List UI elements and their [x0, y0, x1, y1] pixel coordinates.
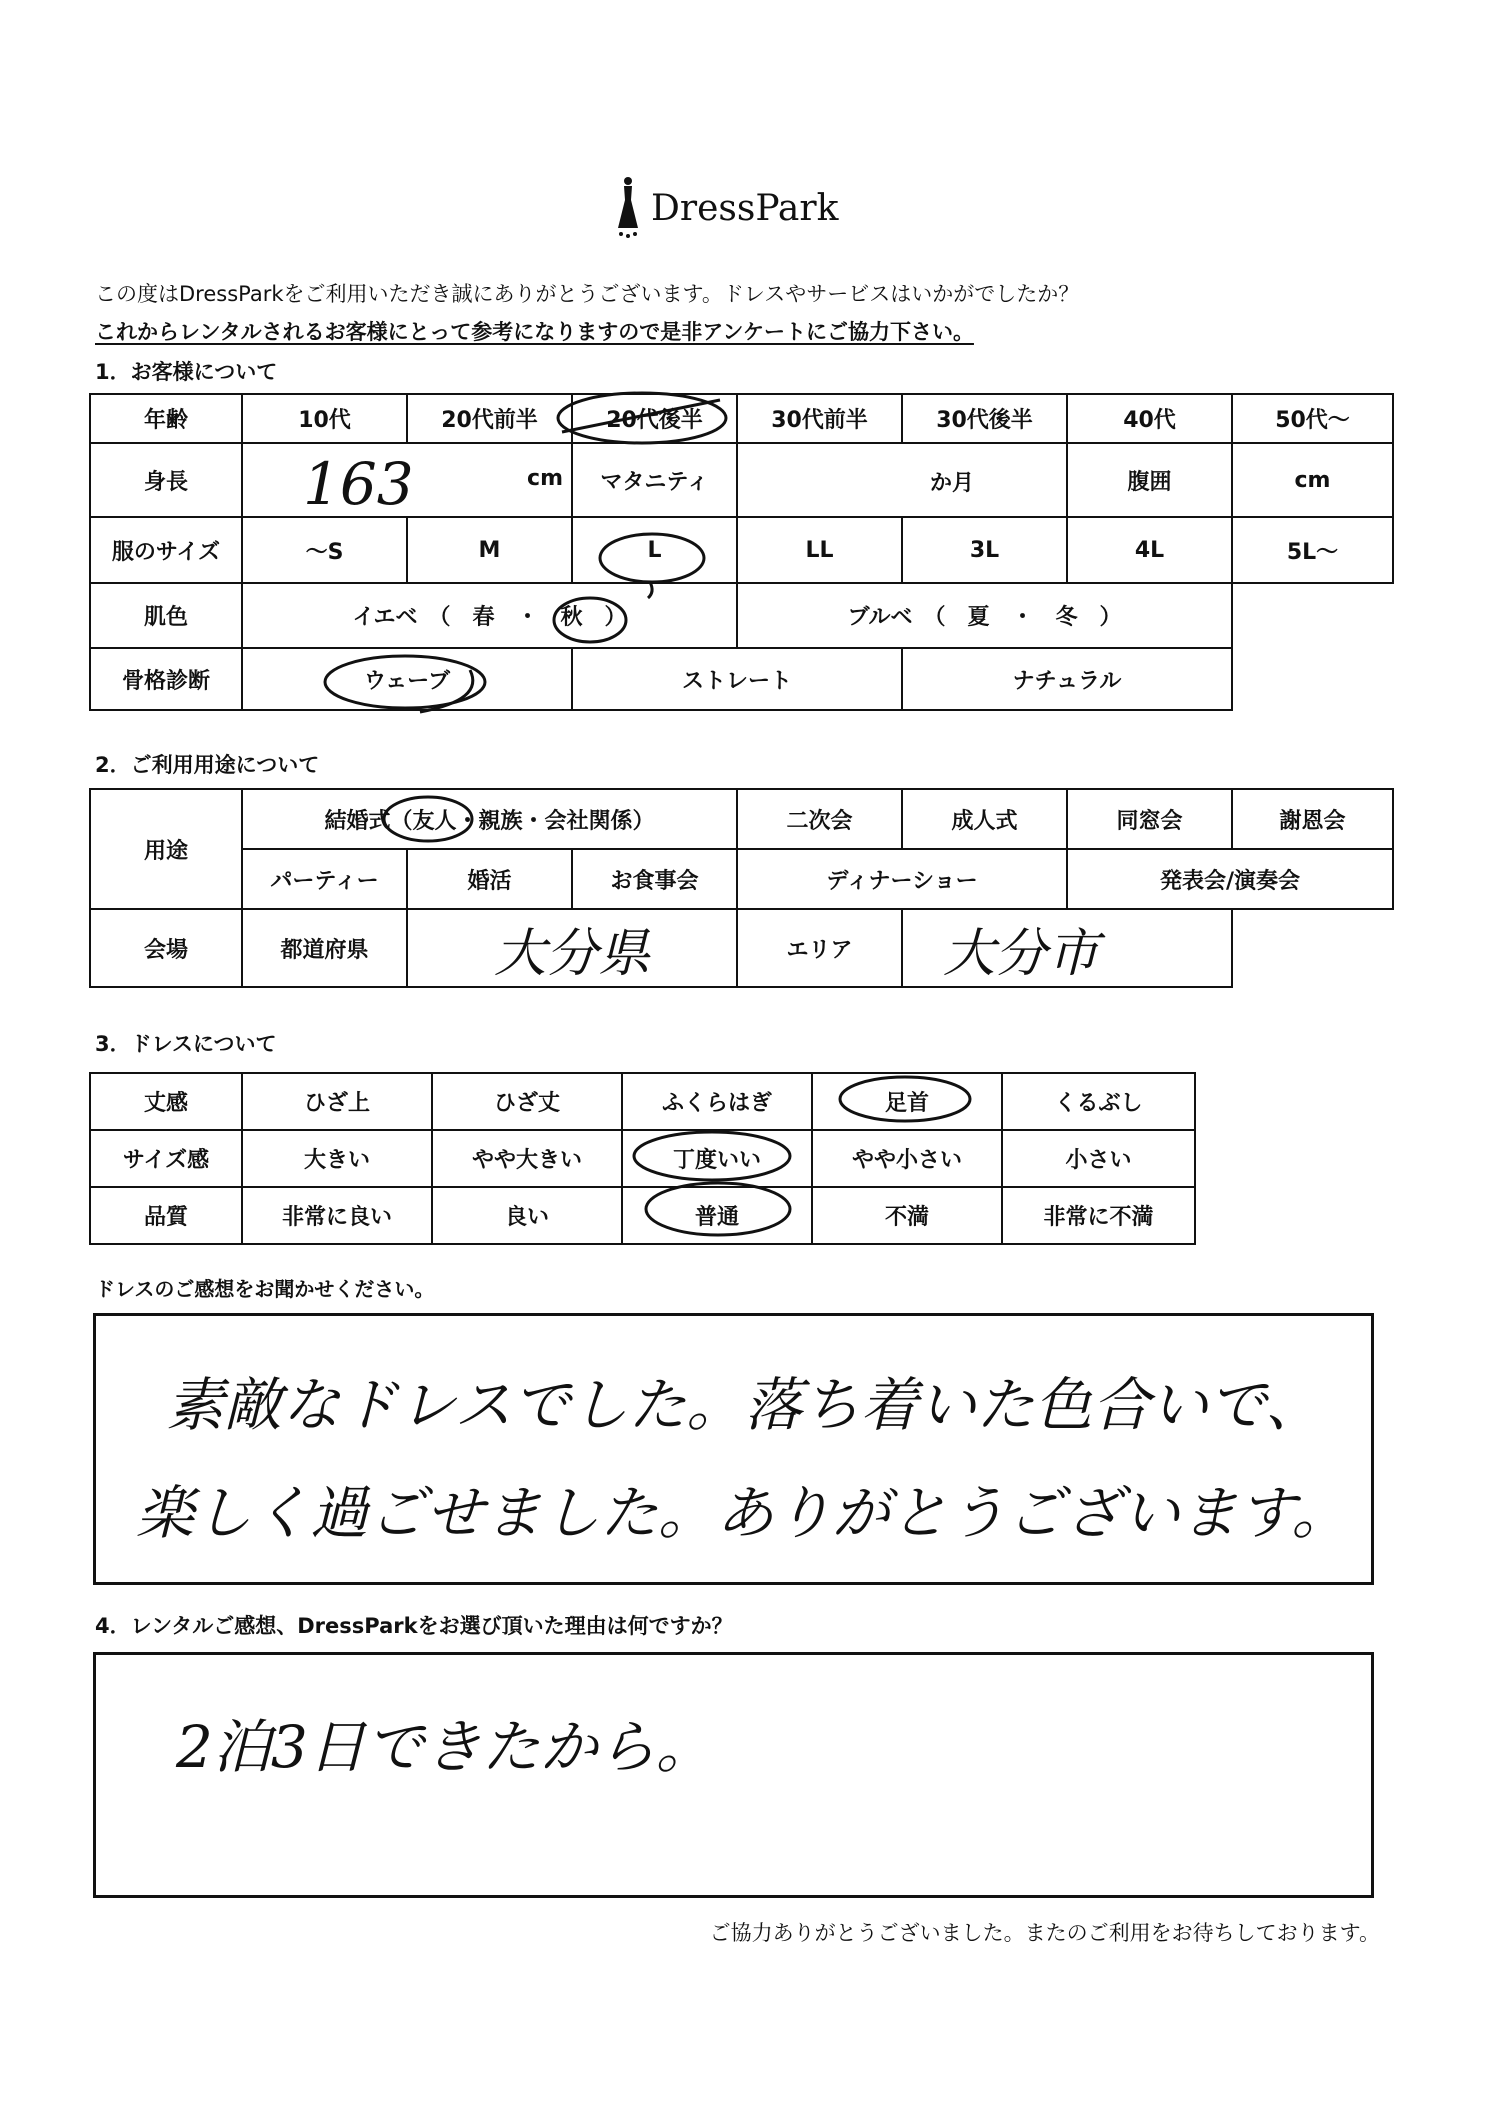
area-label: エリア	[737, 909, 902, 987]
length-label: 丈感	[90, 1073, 242, 1130]
venue-label: 会場	[90, 909, 242, 987]
prefecture-label: 都道府県	[242, 909, 407, 987]
purpose-option[interactable]: 二次会	[737, 789, 902, 849]
intro-request: これからレンタルされるお客様にとって参考になりますので是非アンケートにご協力下さい。	[95, 320, 974, 344]
maternity-field[interactable]	[737, 443, 1067, 517]
purpose-option[interactable]: パーティー	[242, 849, 407, 909]
fit-option[interactable]: やや小さい	[812, 1130, 1002, 1187]
age-option-selected[interactable]: 20代後半	[572, 394, 737, 443]
purpose-option[interactable]: ディナーショー	[737, 849, 1067, 909]
waist-unit: cm	[1294, 467, 1331, 493]
area-value: 大分市	[943, 923, 1100, 984]
purpose-option[interactable]: 謝恩会	[1232, 789, 1393, 849]
quality-option-selected[interactable]: 普通	[622, 1187, 812, 1244]
logo-text: DressPark	[651, 187, 839, 229]
section4-title: 4．レンタルご感想、DressParkをお選び頂いた理由は何ですか？	[95, 1614, 733, 1638]
purpose-wedding[interactable]: 結婚式（友人・親族・会社関係）	[242, 789, 737, 849]
skin-label: 肌色	[90, 583, 242, 648]
height-field[interactable]	[242, 443, 572, 517]
skin-blue-base[interactable]: ブルベ （ 夏 ・ 冬 ）	[737, 583, 1232, 648]
size-option[interactable]: 4L	[1067, 517, 1232, 583]
size-option[interactable]: 5L～	[1232, 517, 1393, 583]
purpose-option[interactable]: 婚活	[407, 849, 572, 909]
section3-title: 3．ドレスについて	[95, 1032, 277, 1056]
impression-line2: 楽しく過ごせました。ありがとうございます。	[136, 1479, 1350, 1547]
age-label: 年齢	[90, 394, 242, 443]
section2-title: 2．ご利用用途について	[95, 753, 320, 777]
impression-line1: 素敵なドレスでした。落ち着いた色合いで、	[166, 1371, 1324, 1439]
quality-option[interactable]: 不満	[812, 1187, 1002, 1244]
height-unit: cm	[527, 466, 563, 491]
purpose-option[interactable]: 同窓会	[1067, 789, 1232, 849]
length-option-selected[interactable]: 足首	[812, 1073, 1002, 1130]
length-option[interactable]: くるぶし	[1002, 1073, 1195, 1130]
fit-option[interactable]: 小さい	[1002, 1130, 1195, 1187]
waist-field[interactable]	[1232, 443, 1393, 517]
dress-icon	[615, 176, 641, 240]
age-option[interactable]: 30代後半	[902, 394, 1067, 443]
area-field[interactable]	[902, 909, 1232, 987]
height-label: 身長	[90, 443, 242, 517]
prefecture-value: 大分県	[493, 923, 650, 984]
size-option[interactable]: ～S	[242, 517, 407, 583]
reason-box[interactable]	[93, 1652, 1374, 1898]
size-label: 服のサイズ	[90, 517, 242, 583]
age-option[interactable]: 30代前半	[737, 394, 902, 443]
frame-option[interactable]: ストレート	[572, 648, 902, 710]
impression-box[interactable]	[93, 1313, 1374, 1585]
fit-option-selected[interactable]: 丁度いい	[622, 1130, 812, 1187]
size-option[interactable]: LL	[737, 517, 902, 583]
length-option[interactable]: ひざ丈	[432, 1073, 622, 1130]
age-option[interactable]: 50代～	[1232, 394, 1393, 443]
reason-answer: 2泊3日できたから。	[176, 1713, 714, 1781]
size-option[interactable]: 3L	[902, 517, 1067, 583]
intro-text: この度はDressParkをご利用いただき誠にありがとうございます。ドレスやサービスはいかがでしたか？	[95, 282, 1080, 306]
purpose-option[interactable]: お食事会	[572, 849, 737, 909]
dress-table	[89, 1072, 1196, 1245]
age-option[interactable]: 40代	[1067, 394, 1232, 443]
age-option[interactable]: 20代前半	[407, 394, 572, 443]
quality-option[interactable]: 非常に不満	[1002, 1187, 1195, 1244]
age-option[interactable]: 10代	[242, 394, 407, 443]
height-value: 163	[303, 450, 414, 517]
frame-option[interactable]: ナチュラル	[902, 648, 1232, 710]
frame-label: 骨格診断	[90, 648, 242, 710]
section1-title: 1．お客様について	[95, 360, 278, 384]
customer-table	[89, 393, 1394, 711]
fit-label: サイズ感	[90, 1130, 242, 1187]
footer-thanks: ご協力ありがとうございました。またのご利用をお待ちしております。	[709, 1921, 1380, 1945]
skin-yellow-base[interactable]: イエベ （ 春 ・ 秋 ）	[242, 583, 737, 648]
maternity-label: マタニティ	[572, 443, 737, 517]
quality-option[interactable]: 良い	[432, 1187, 622, 1244]
purpose-label: 用途	[90, 789, 242, 909]
fit-option[interactable]: やや大きい	[432, 1130, 622, 1187]
frame-option-selected[interactable]: ウェーブ	[242, 648, 572, 710]
prefecture-field[interactable]	[407, 909, 737, 987]
length-option[interactable]: ふくらはぎ	[622, 1073, 812, 1130]
size-option-selected[interactable]: L	[572, 517, 737, 583]
fit-option[interactable]: 大きい	[242, 1130, 432, 1187]
length-option[interactable]: ひざ上	[242, 1073, 432, 1130]
purpose-option[interactable]: 発表会/演奏会	[1067, 849, 1393, 909]
quality-label: 品質	[90, 1187, 242, 1244]
size-option[interactable]: M	[407, 517, 572, 583]
purpose-table	[89, 788, 1394, 988]
logo	[615, 168, 838, 248]
quality-option[interactable]: 非常に良い	[242, 1187, 432, 1244]
waist-label: 腹囲	[1067, 443, 1232, 517]
impression-title: ドレスのご感想をお聞かせください。	[95, 1277, 435, 1301]
purpose-option[interactable]: 成人式	[902, 789, 1067, 849]
month-label: か月	[930, 471, 975, 496]
